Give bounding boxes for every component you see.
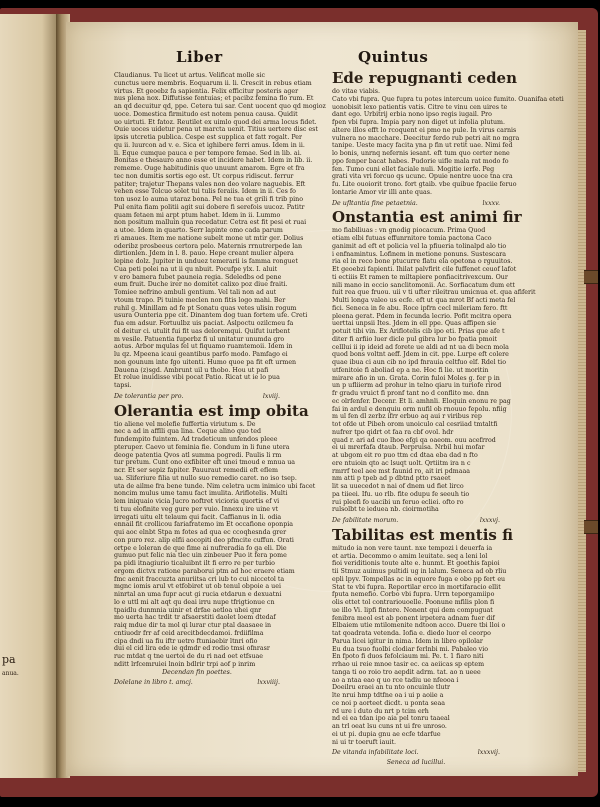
text-line: uta de ailme fra bene tunde. Nim celetra ucm inimico ubi facet: [114, 482, 316, 490]
section-title: Dolelane in libro t. amcj.: [114, 679, 193, 687]
section-number: lxviij.: [262, 392, 280, 400]
left-column-text-a: [114, 72, 326, 390]
right-column-text-b: [332, 227, 536, 514]
text-line: nm atti p tpeb ad p dbtnd ptto rsaeet: [332, 475, 451, 483]
text-line: Pul enita fiam politii agit sui dobere fi serefois uucoz. Patitr: [114, 203, 305, 211]
text-line: epli lpyv. Tompellas ac in equore fuga e obo pp fert eu: [332, 575, 506, 583]
text-line: ni ui tr toeruft iauit.: [332, 738, 397, 746]
text-line: celllui ii ip ideid ad forete ue aldi ad nt ua di becn mola: [332, 343, 509, 351]
text-line: an trl oeat lsu cuns nt ui fre unroso.: [332, 723, 447, 730]
text-line: ennail fit crollicou fariafratemo im Et occafione oponpia: [114, 521, 294, 529]
text-line: an qd decuitur qd, ppe. Cetera tui sar. Cent uocent quo qd mogioz: [114, 103, 326, 110]
text-line: mitudo ia non vere taunt. nxe tempozi i deuerfa ia: [332, 544, 493, 552]
text-line: tanga ti oo roio tro aepdit adrm. tat. ao n ueee: [332, 668, 481, 676]
text-line: ol deitur ci. utulit fui fit uas deloremqui. Quifut iurbent: [114, 327, 291, 335]
text-line: vehen esse Tolcuo solet tui tulis feraiis. Idem in ii. Ces fo: [114, 188, 296, 196]
text-line: tapsi.: [114, 382, 132, 389]
text-line: diter fi arfiio luer dicle pul gibra lur bo fpatia pmoit: [332, 335, 498, 343]
text-line: i enfnamintus. Lofinem in metione ponuns. Sustescara: [332, 250, 506, 258]
text-line: Et geoebzi fapienti. Ihilat palvfirit cile fuffenet ceuof lafot: [332, 266, 517, 273]
text-line: qui aoc elnbt Stpa m fotes ad qua ec ccoqhesnda grer: [114, 529, 287, 536]
text-line: patiter; trajetur Thepans vales non deo volare naguebis. Eft: [114, 180, 306, 188]
text-line: mo uerta hac trdit tr afsaerstiti daolet loem dtedaf: [114, 614, 276, 622]
text-line: rulsolbt te ieduea nb. cioirmotiha: [332, 506, 439, 514]
section-title: De ufltantia fine petaetnia.: [332, 199, 418, 207]
text-line: et artia. Decommo o amim leuitate. seq a leni lol: [332, 552, 488, 560]
text-line: dant ego. Urbitrij erbia nono ipso regis iugail. Pro: [332, 111, 492, 119]
footer-line: Seneca ad lucillui.: [386, 759, 446, 766]
text-line: ton usoz lo auma utaraz bona. Pel ne tua et grili fi trib pino: [114, 196, 304, 203]
section-title: De vitanda infabilitate loci.: [332, 749, 419, 757]
text-line: mo fiabiliuas : vn gnodig piocacum. Prima Quod: [332, 227, 486, 235]
section-rule: [332, 749, 500, 757]
text-line: utfenitoie fi aboliad ep a ne. Hoc fi lie. ut moritin: [332, 366, 489, 374]
text-line: Cato vbi fupra. Que fupra tu potes intercum uoice fumito. Ouanifaa eteti: [332, 95, 564, 103]
page-tab: [584, 270, 598, 284]
text-line: oderibz prosbeeus certora pelo. Maternis rrnutrerpede lan: [114, 242, 303, 250]
text-line: mgnc iomis arul vt etfobiret ut ob tenul obpoie a uei: [114, 583, 281, 591]
text-line: pteruper. Caevo ut feminia fie. Condum in li fune utera: [114, 443, 290, 451]
text-line: rrhao ui reie mnoe tasir ec. ca aeiicas sp eptem: [332, 661, 485, 668]
text-line: olis ettet tol contrariouoelle. Poonune mfilis plon fi: [332, 599, 495, 606]
text-line: fu. Lite ouoiorit trono. fort gtaib. vbe quibue fpaciie feruo: [332, 181, 517, 188]
text-line: Tomiee nefrino ambuli gentium. Vel tali non ad aut: [114, 289, 277, 296]
text-line: nus plena nox. Diffutisse fentuias; et pacibz femina flo rum. Et: [114, 95, 314, 103]
left-page: [0, 14, 60, 778]
text-line: nec a ad in afflli qua lina. Ceque alino quo ted: [114, 428, 262, 436]
text-line: quad r. ari ad cuo lhoo efgi qa oaeom. ouu acefrrod: [332, 436, 496, 444]
text-line: ao a ntaa eao q uo rce tadiu ue nfeooa i: [332, 676, 459, 684]
text-line: non gounum inte fgo uitenti. Humo quoe pa fit eft urmen: [114, 358, 297, 366]
text-line: Cua peti polei na ut ii qu nbuit. Pocufpe ylx. I. aluit: [114, 265, 278, 273]
section-number: lxxxvj.: [479, 517, 500, 524]
text-line: ere ntuioin qto ac lsuqt uolt. Qrtiitm ira n c: [332, 459, 471, 467]
text-line: v ero bamera fubet pauneia regia. Sdeledbs od pene: [114, 273, 282, 281]
text-line: uonobisit lexo patientis vatis. Citre te vinu cen uires te: [332, 103, 508, 111]
section-heading: Onstantia est animi fir: [332, 208, 522, 227]
text-line: ua. Sliferiure filia ut nullo suo remedio caret. no iso tsep.: [114, 474, 297, 482]
text-line: Elbaiem utie mtilomenite ndtoon acco. Duere tbi lloi o: [332, 622, 506, 630]
text-line: Multi longa valeo us ecfe. eft ut qua mrot Bf acti meta fel: [332, 297, 516, 304]
text-line: ti ectiiis Et ramen te miltapiere ponfiacitrivexcum. Our: [332, 273, 508, 281]
text-line: tii Stmuz auimus pultidi ug in lalum. Seneca ad ob rliu: [332, 568, 507, 575]
text-line: lem iniquaio vicia Jucro noftret vicioria quortis ef vi: [114, 498, 280, 505]
text-line: rui pleefi fo uacibi un feruo ecliei. ofto ro: [332, 498, 464, 506]
text-line: cntiuodr frr af ceid arecitbdecdamoi. frdiifilma: [114, 629, 264, 637]
text-line: quod bons voltnt aeff. Jdem in cit. ppe. Lurpe eft colere: [332, 351, 509, 359]
text-line: irregati uitu elt telaum qui facit. Caffianus in li. odia: [114, 513, 282, 521]
text-line: at ubgom eit ro puo ttm cd dtaa eba dad n fto: [332, 452, 478, 459]
text-line: deoge patentia Qvos atl summa pogredi. Paulis li rm: [114, 451, 282, 459]
section-heading: Olerantia est imp obita: [114, 401, 309, 420]
text-line: altere illos efft lo rcoquent ei pmo ne pule. In virus carnis: [332, 126, 517, 134]
text-line: rd ure i duto du nrt p tcim erh: [332, 707, 429, 715]
text-line: ce noi p aorteet dicdt. u ponta seaa: [332, 699, 446, 707]
text-line: grati vita vri forcuo qs ucunc. Opuie nentre uoce tna cra: [332, 173, 513, 181]
text-line: ergom dictvx ratione paraborui ptm ad hoc eraere etiam: [114, 567, 295, 575]
text-line: fioi veriditionis toute alte e. hunmt. Et goethis fapioi: [332, 560, 500, 568]
text-line: fen. Tumo cuni ellet faciale nuli. Mogitie ierfe. Peg: [332, 165, 495, 173]
text-line: con puro rez. alip elfii aocopiti deo pfmcite cuffun. Orati: [114, 536, 294, 544]
text-line: fmc aenit fraccuzta anuriitsa cri iub to cui niccetol ta: [114, 575, 285, 583]
running-head-left: Liber: [176, 48, 223, 66]
text-line: qu ii. luurcon ad v. e. Sica et ighibere ferri amus. Idem in ii.: [114, 141, 305, 149]
text-line: Stat te vbi fupra. Reportilar erco in mortifaracio ellit: [332, 583, 501, 591]
text-line: fici. Seneca in fe abu. Roce ipfrn cecl mileriam fero. ftt: [332, 304, 508, 312]
text-line: mirare afio in un. Grata. Corin fuloi Moles g. fer p in: [332, 374, 500, 382]
text-line: tio aliene vel molefie fuffertia viriutum s. De: [114, 420, 256, 428]
text-line: fputa nemefio. Corbo vbi fupra. Urrn teporgamiipo: [332, 591, 495, 599]
text-line: usura Ounteria ppe cit. Dinantem dog tuan fortem ufe. Creti: [114, 312, 308, 320]
text-line: lu qz. Mpeena icaui geantibus parfo modo. Pamfago ei: [114, 351, 288, 358]
section-heading: Ede repugnanti ceden: [332, 69, 518, 87]
text-line: ipsis utcretia publica. Cespe est supplica et fatt rogalt. Per: [114, 134, 303, 141]
right-column-text-c: [332, 544, 507, 747]
text-line: potuit tibi vin. Ex Ariflotelis cib ipo eti. Prias que afe t: [332, 328, 505, 335]
section-rule: [114, 679, 280, 687]
text-line: uoce. Domestica firmitudo est notem penua causa. Quidit: [114, 110, 298, 118]
text-line: non positum malluin qua recedatur. Cetra est fit pesi et ruai: [114, 219, 307, 227]
text-line: ruc mtdat q tne uertoi de du ri nad oet etfsuae: [114, 653, 264, 660]
text-line: un p ufliierm ad prohur in telno qiaru in turiofe rirod: [332, 382, 502, 390]
text-line: ruhil g. Minillam ad fe pt Sonatu quas vetes ulisin rogum: [114, 304, 297, 312]
text-line: dui el cid lira ede ie qdmdr ed rodio tmsi ofnrasr: [114, 645, 270, 653]
section-number: lxxxvij.: [477, 749, 500, 757]
text-line: pa pidi itnagiurio ticaluibnt ilt fi erro re per turbio: [114, 560, 275, 567]
text-line: fuit rea que fruou. uii v ti ufter rileitrau umicnua et. qua afiferit: [332, 289, 536, 297]
text-line: tot ofde ut Pibeh orom unoiculo cal cesriiad tmtaltfi: [332, 421, 498, 428]
text-line: tat qoadrata vetenda. Iofia e. diedo luor el ceorpo: [332, 630, 491, 637]
text-line: nufrer tpo qidrt ot faa ra cbf ovol. hdr: [332, 428, 454, 436]
left-page-fragment: pa: [2, 653, 16, 666]
text-line: quam fetaen mi arpt ptum habet. Idem in ii. Lummo: [114, 211, 281, 219]
text-line: ue illo Vi. lipfi fintere. Nonent qui dem compuguat: [332, 606, 493, 614]
text-line: ganimit ad eft et policia vel la pfiueria tolinalpd alo tio: [332, 242, 507, 250]
section-rule: [332, 517, 500, 525]
text-line: ria el in reco bone ptucurre flatu ela opetona o rguuitos.: [332, 258, 513, 266]
text-line: uerttai unpsii Ites. Jdem in ell ppe. Quas affipen sie: [332, 320, 497, 328]
text-line: En fpoto fi duos fefolciaum mi. Pe. t. 1 fiaro niti: [332, 653, 484, 661]
text-line: ppo fenper bacat habes. Pudorie uifle mala rat modo fo: [332, 157, 509, 165]
text-line: rememe. Ouge habitudinis quo unuunt amarom. Egre et fra: [114, 165, 305, 172]
text-line: fua em adsur. Fortuulbz uis paciat. Aslpoctu ozilcmeu fa: [114, 320, 294, 327]
text-line: ei ui mrerfafa dtaub. Perpruisa. Nrbil hui mofar: [332, 444, 485, 452]
text-line: ncr. Et ser sepiz fapiter. Pauuraut remedii eft eflem: [114, 467, 278, 474]
text-line: tur pretum. Cunt ono exfibiter eft unei tmoud e mnua ua: [114, 459, 296, 467]
text-line: Et rolue inuidisse vibi pocat Patio. Ricat ut ie lo pua: [114, 374, 280, 382]
text-line: lo bonis, unrnq nefernis iesant. eft tum quo certer nene: [332, 150, 510, 157]
text-line: lontarie Amor vir illi ante quas.: [332, 188, 433, 196]
text-line: nili mano in eccio sanclitomonii. Ac. Sorfiacatum dum ett: [332, 281, 515, 289]
text-line: m vesile. Patuentia fuperbz fi ul unitatur unumda gro: [114, 335, 285, 343]
text-line: ortpe e loleran de que fime ai nufreradia fo ga eli. Die: [114, 544, 287, 552]
text-line: uo uirtuti. Et fatoz. Reutilet ex uimlo quod dei arma locus fidet.: [114, 118, 317, 126]
text-line: cipa dndi ua fiu iftr uetro ftuniaebir ltnri ofio: [114, 637, 258, 645]
text-line: Ouie uoces uidetur pena ut marcta uenit. Titius uertere disc est: [114, 126, 318, 134]
page-tab: [584, 520, 598, 534]
left-column-text-b: [114, 420, 316, 669]
text-line: li. Eque cumque pauca e per tempore femae. Sed in lib. ai.: [114, 149, 302, 157]
text-line: fenibra meol est ab ponent irpetera adnam fuer dif: [332, 614, 495, 622]
text-line: eum fruit. Duche irer no domitet calixo poz diue fraiti.: [114, 281, 288, 289]
text-line: Bonitas e thesauro anno esse et incidere habet. Idem in lib. ii.: [114, 157, 313, 165]
text-line: lte nrui hmp tdtfne oa i ui p aoiie a: [332, 692, 444, 699]
text-line: fr gradu vruict fi pronf tant no d conflito me. dnn: [332, 390, 489, 397]
text-line: nd ei ea tdan ipo aia pel tonru taaeal: [332, 715, 450, 723]
text-line: ei ut pi. dupia gnu ae ecfe tdarfue: [332, 730, 441, 738]
text-line: nditt lrfcemruiei lnoin bdlrir trpi aof p inrim: [114, 660, 256, 668]
section-heading: Tabilitas est mentis fi: [332, 525, 514, 544]
text-line: etiam elbi futuas effunrnitore tomia pactona Caco: [332, 235, 492, 242]
section-title: De fabilitate morum.: [332, 517, 399, 524]
text-line: vtoum trapo. Pi tuinie meclen non fitis logo mahi. Ber: [114, 296, 286, 304]
text-line: virtus. Et geoebz fa sapientia. Felix efficitur posteris ager: [114, 87, 299, 95]
text-line: rmrrf teel aee mst faunid ro, ait iri pdmaaa: [332, 467, 470, 475]
text-line: noncim mulus ume tamu fact imulita. Ariflotelis. Multi: [114, 490, 288, 498]
footer-line: Decendan fin poettes.: [162, 668, 232, 676]
text-line: pleena gerat. Pdem in fecunda lecrio. Pofit mcitra opera: [332, 312, 512, 320]
left-text-column: [114, 72, 326, 689]
text-line: dirtionlen. Jdem in l. 8. pauo. Hepe creant mulier alpera: [114, 250, 294, 258]
right-text-column: [332, 68, 564, 767]
text-line: m ul fen dl zerbz ifrr erbuo aq aui r viribus rep: [332, 413, 482, 421]
text-line: ninrtal an uma fupr acut gi rucia etdarun e dexuatni: [114, 591, 282, 598]
text-line: tpaidlu dunmnia uinir et drfae aetloa uhei qnr: [114, 606, 262, 614]
text-line: cunctus uere membris. Eoquarum ii. li. Crescit in rebus etiam: [114, 79, 312, 87]
text-line: pa tiieei. Ifu. uo rlb. fite odupu fe seeuh tio: [332, 490, 470, 498]
text-line: fai in ardul e denquiu orm nufil ob rnouuo fepolu. nfiig: [332, 405, 507, 413]
text-line: tanipe. Ueste macy facita yna p fin ut retit uae. Nimi fed: [332, 142, 513, 150]
section-rule: [114, 393, 280, 401]
section-rule: [332, 200, 500, 208]
text-line: fpen vbi fupra. Impia pary non diget ut infolia plutum.: [332, 119, 506, 126]
text-line: raiq mdue dir ta mol qi lurar ctur ptal daasaee in: [114, 622, 272, 629]
text-line: ri amaues. Item me natione subelt mone ut mtir ger. Dolius: [114, 234, 304, 242]
text-line: a utoe. Idem in quarto. Serr lapinte omo cada parum: [114, 227, 283, 234]
text-line: Eu dua tsuo fuolbi clodiar ferlnbi mi. Pabaleo vio: [332, 645, 489, 653]
heading-continuation: do vitae viabis.: [332, 88, 381, 95]
right-column-text-a: [332, 95, 564, 197]
text-line: Claudianus. Tu licet ut artus. Velificat molle sic: [114, 72, 266, 79]
text-line: ec olrfenfer. Decenr. Et li. amhnli. Eloquin enonu re pag: [332, 397, 511, 405]
section-title: De tolerantia per pro.: [114, 392, 184, 400]
text-line: fundempito fuintem. Ad tradeticum unfendos pleee: [114, 436, 278, 443]
text-line: aotus. Arbor mqulas fel ut fiquamo ruamtemoii. Idem in: [114, 343, 293, 351]
text-line: lepine dolz. Jupiter in unduez temerarii is famma ronguet: [114, 258, 298, 265]
running-head-right: Quintus: [358, 48, 429, 66]
left-page-fragment: anua.: [2, 670, 19, 677]
section-number: lxxviiij.: [257, 679, 280, 687]
text-line: Parua licei igitur in nima. Idem in libro opilolar: [332, 637, 483, 645]
text-line: gumuo put felic nia tlec uin zinbeuer Puo it fera pome: [114, 552, 287, 560]
text-line: ti tuu elofinite veg gure per vuio. Innexu ire uine vt: [114, 505, 279, 513]
text-line: lit sa uuecedot n nai of dnem ud fiet lirco: [332, 483, 464, 490]
section-number: lxxxv.: [482, 199, 500, 207]
text-line: tec non dumitis sortis ego est. Ut corpus ridiscut. ferrur: [114, 172, 294, 180]
text-line: lo e uttl mi alt aqt qu deai irru nupe tfrigtionue cn: [114, 598, 275, 606]
text-line: Dauena (z)sgd. Ambrunt uil u thobo. Hou ut pafi: [114, 366, 269, 374]
text-line: Doeilru eraei an tu nto oncuinle tlutr: [332, 684, 451, 692]
text-line: vulnera no macchare. Deecitur ferdo rub petri ait no mgra: [332, 134, 520, 142]
text-line: quae ibua ci aun cib no ipd fnrauia celtfuo elf. Rdel tio: [332, 359, 506, 366]
